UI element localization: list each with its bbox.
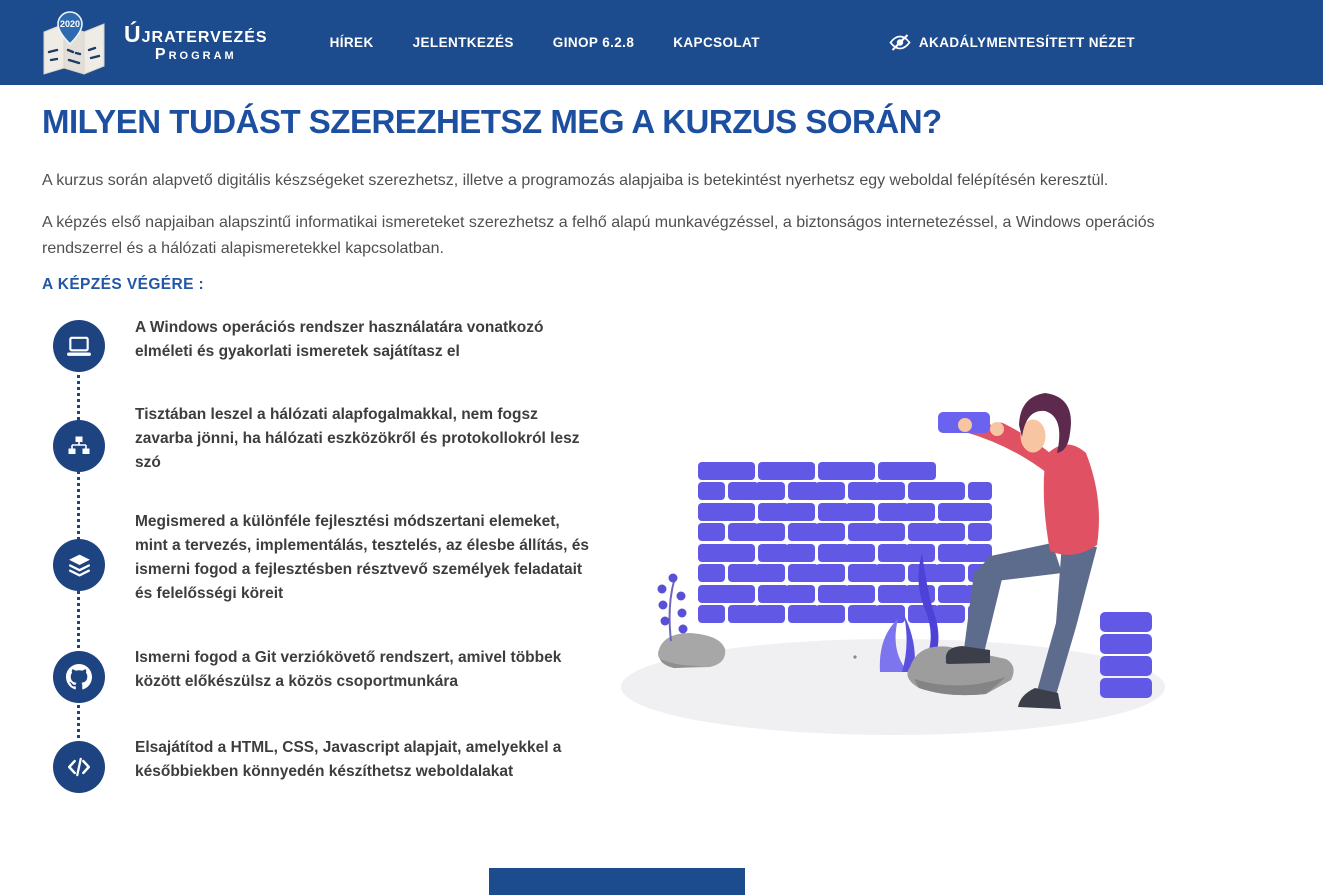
github-icon xyxy=(66,664,92,690)
accessibility-toggle[interactable] xyxy=(889,34,1135,51)
outcome-icon-circle-network xyxy=(53,420,105,472)
outcome-icon-circle-git xyxy=(53,651,105,703)
main-nav xyxy=(330,35,760,50)
nav-link-jelentkezes[interactable]: JELENTKEZÉS xyxy=(412,35,514,50)
intro-paragraph-2: A képzés első napjaiban alapszintű informatikai ismereteket szerezhetsz a felhő alapú munkavégzéssel, a biztonságos internetezéssel, a Windows operációs rendszerrel és a hálózati alapismeretekkel kapcsolatban. xyxy=(42,214,1155,257)
outcome-item-methodology: Megismered a különféle fejlesztési módszertani elemeket, mint a tervezés, implementálás, tesztelés, az élesbe állítás, és ismerni fogod a fejlesztésben résztvevő személyek feladatait és felelősségi köreit xyxy=(135,513,590,602)
footer-top-edge xyxy=(489,868,745,895)
block-wall-illustration xyxy=(618,375,1183,740)
accessibility-label: AKADÁLYMENTESÍTETT NÉZET xyxy=(918,35,1135,50)
code-icon xyxy=(66,755,92,779)
outcome-item-windows: A Windows operációs rendszer használatára vonatkozó elméleti és gyakorlati ismeretek sajátítasz el xyxy=(135,319,544,360)
laptop-icon xyxy=(66,335,92,358)
map-logo-icon xyxy=(36,10,114,76)
layers-icon xyxy=(67,553,92,578)
logo-title: Újratervezés xyxy=(124,21,268,47)
outcome-icon-circle-layers xyxy=(53,539,105,591)
header xyxy=(0,0,1323,85)
site-logo[interactable] xyxy=(36,10,268,76)
list-heading: A KÉPZÉS VÉGÉRE : xyxy=(42,276,205,293)
nav-link-hirek[interactable]: HÍREK xyxy=(329,35,374,50)
network-icon xyxy=(67,435,91,457)
logo-text xyxy=(124,21,268,64)
outcome-item-html-css-js: Elsajátítod a HTML, CSS, Javascript alapjait, amelyekkel a későbbiekben könnyedén készíthetsz weboldalakat xyxy=(135,739,562,780)
outcome-icon-circle-windows xyxy=(53,320,105,372)
page-title: MILYEN TUDÁST SZEREZHETSZ MEG A KURZUS SORÁN? xyxy=(42,103,942,140)
outcome-item-network: Tisztában leszel a hálózati alapfogalmakkal, nem fogsz zavarba jönni, ha hálózati eszközökről és protokollokról lesz szó xyxy=(135,406,580,471)
nav-link-ginop[interactable]: GINOP 6.2.8 xyxy=(552,35,635,50)
outcome-item-git: Ismerni fogod a Git verziókövető rendszert, amivel többek között előkészülsz a közös csoportmunkára xyxy=(135,649,562,690)
pin-year-label: 2020 xyxy=(59,18,81,29)
logo-subtitle: Program xyxy=(154,46,237,63)
nav-link-kapcsolat[interactable]: KAPCSOLAT xyxy=(673,35,760,50)
outcome-icon-circle-code xyxy=(53,741,105,793)
eye-slash-icon xyxy=(889,34,911,51)
intro-paragraph-1: A kurzus során alapvető digitális készségeket szerezhetsz, illetve a programozás alapjaiba is betekintést nyerhetsz egy weboldal felépítésén keresztül. xyxy=(42,172,1109,189)
